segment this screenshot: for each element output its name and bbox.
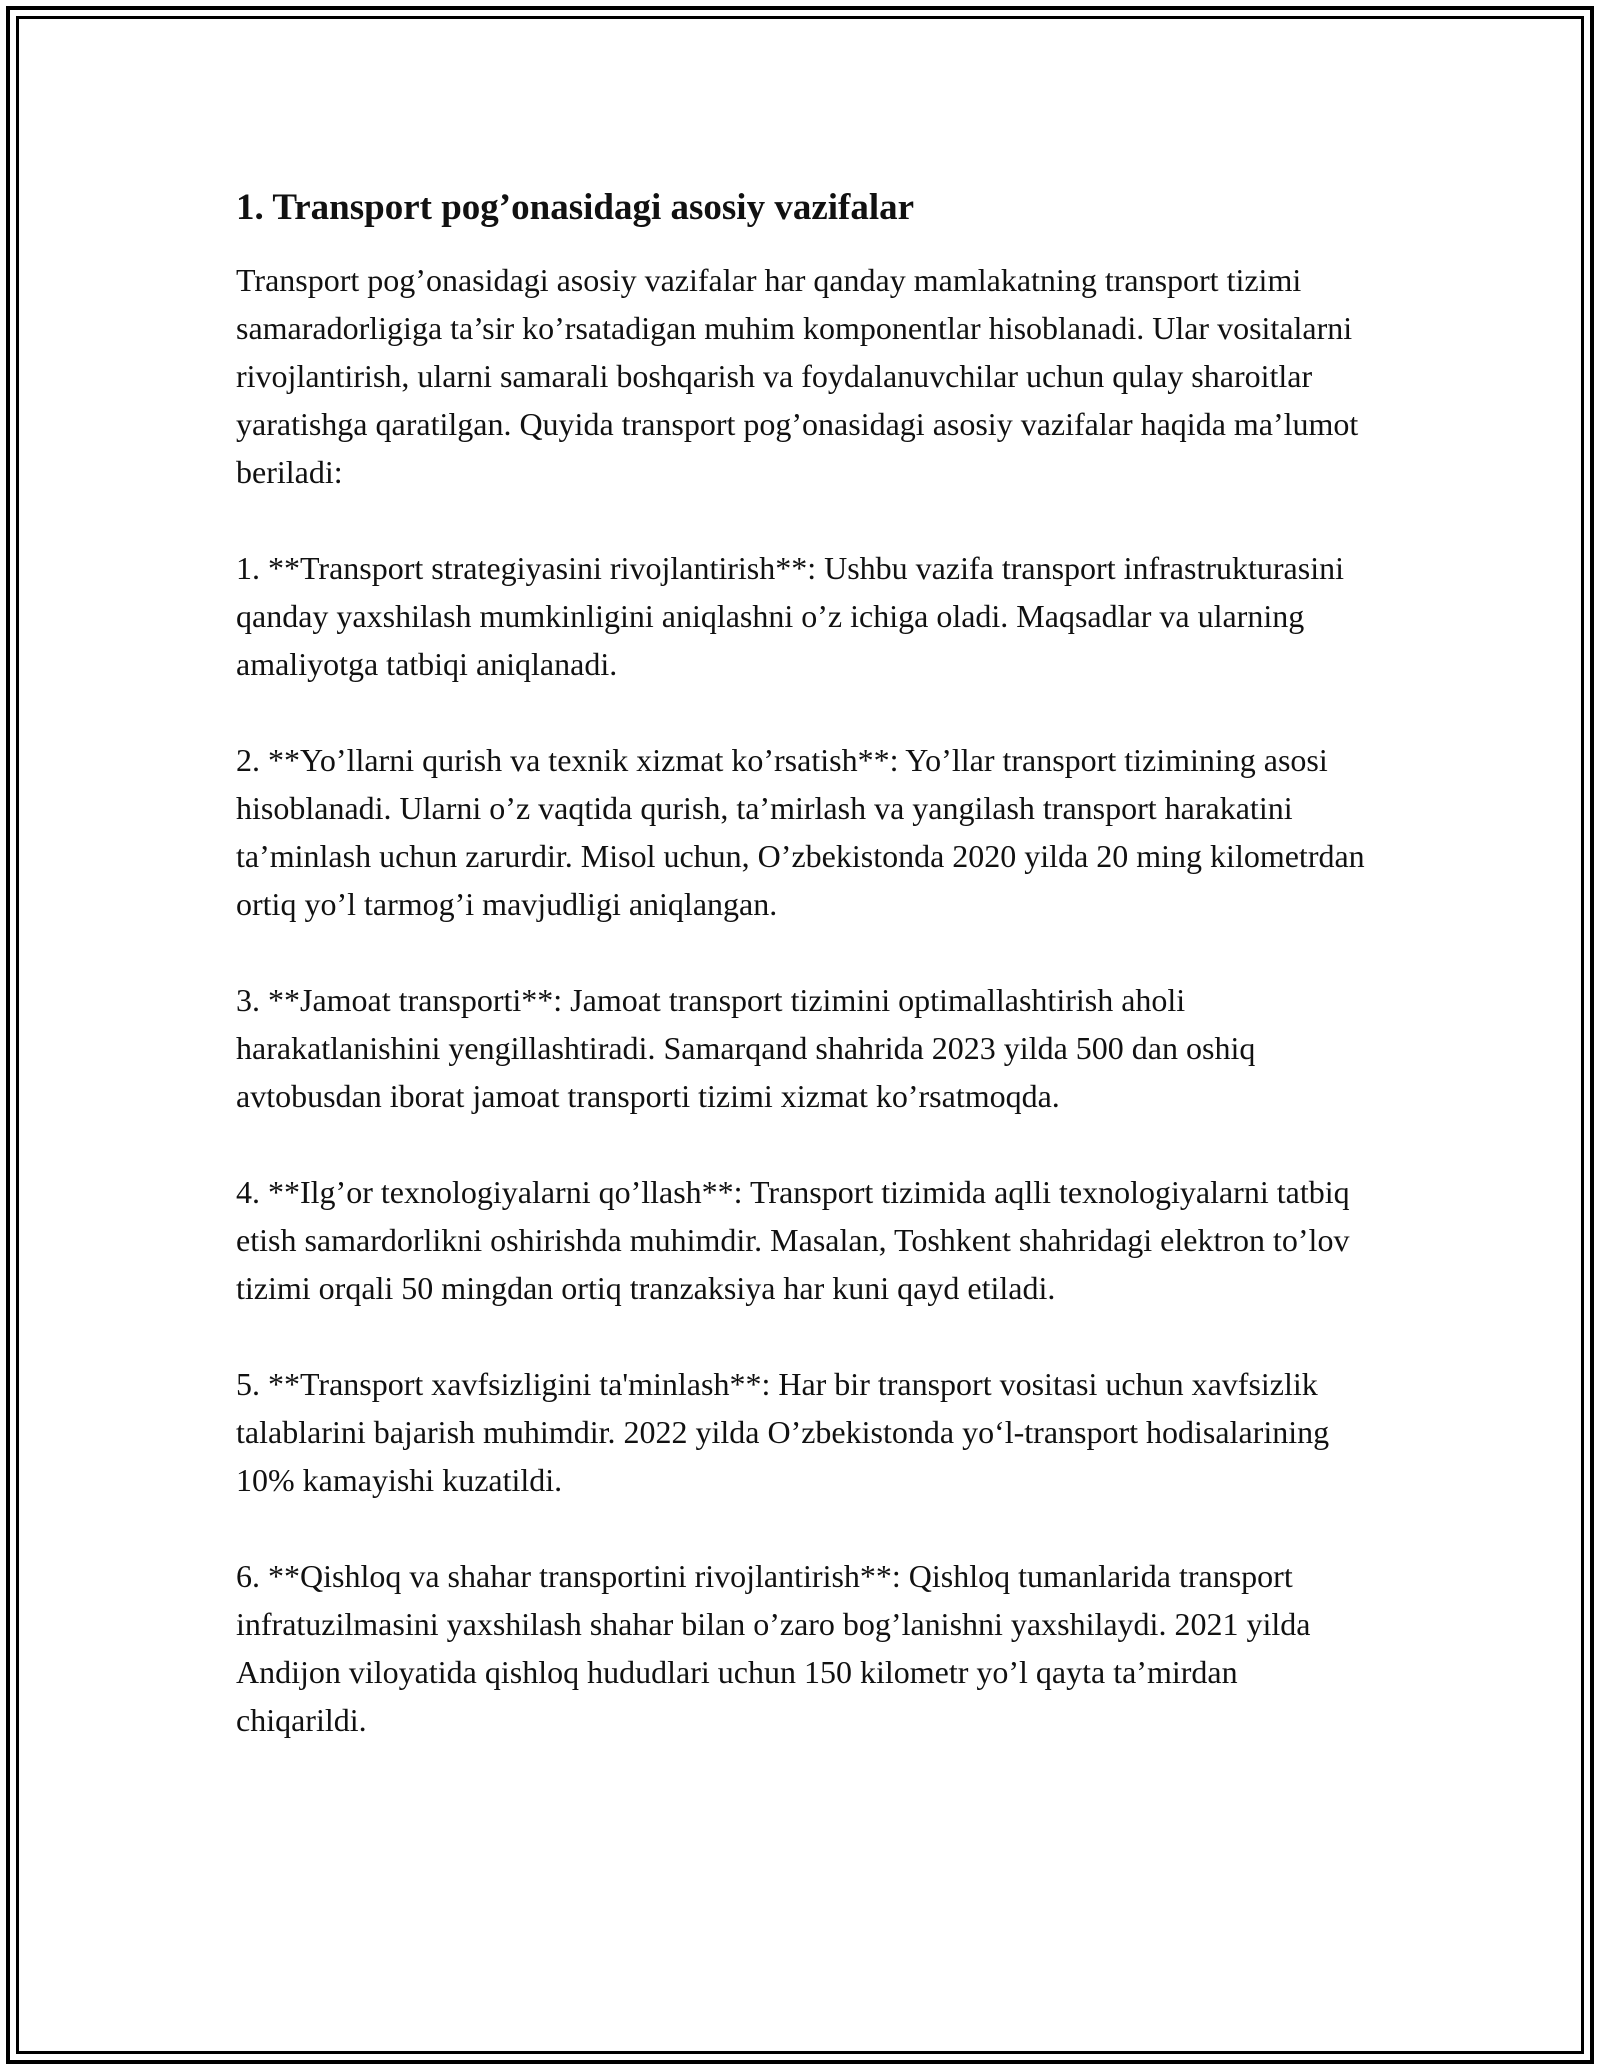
list-item-3: 3. **Jamoat transporti**: Jamoat transport tizimini optimallashtirish aholi harakatlanishini yengillashtiradi. Samarqand shahrida 2023 yilda 500 dan oshiq avtobusdan iborat jamoat transporti tizimi xizmat ko’rsatmoqda. — [236, 982, 1256, 1114]
intro-paragraph: Transport pog’onasidagi asosiy vazifalar har qanday mamlakatning transport tizimi samaradorligiga ta’sir ko’rsatadigan muhim komponentlar hisoblanadi. Ular vositalarni rivojlantirish, ularni samarali boshqarish va foydalanuvchilar uchun qulay sharoitlar yaratishga qaratilgan. Quyida transport pog’onasidagi asosiy vazifalar haqida ma’lumot beriladi: — [236, 262, 1359, 490]
list-item-1: 1. **Transport strategiyasini rivojlantirish**: Ushbu vazifa transport infrastrukturasini qanday yaxshilash mumkinligini aniqlashni o’z ichiga oladi. Maqsadlar va ularning amaliyotga tatbiqi aniqlanadi. — [236, 550, 1344, 682]
list-item-4: 4. **Ilg’or texnologiyalarni qo’llash**: Transport tizimida aqlli texnologiyalarni tatbiq etish samardorlikni oshirishda muhimdir. Masalan, Toshkent shahridagi elektron to’lov tizimi orqali 50 mingdan ortiq tranzaksiya har kuni qayd etiladi. — [236, 1174, 1350, 1306]
list-item-2: 2. **Yo’llarni qurish va texnik xizmat ko’rsatish**: Yo’llar transport tizimining asosi hisoblanadi. Ularni o’z vaqtida qurish, ta’mirlash va yangilash transport harakatini ta’minlash uchun zarurdir. Misol uchun, O’zbekistonda 2020 yilda 20 ming kilometrdan ortiq yo’l tarmog’i mavjudligi aniqlangan. — [236, 742, 1365, 922]
list-item-5: 5. **Transport xavfsizligini ta'minlash**: Har bir transport vositasi uchun xavfsizlik talablarini bajarish muhimdir. 2022 yilda O’zbekistonda yo‘l-transport hodisalarining 10% kamayishi kuzatildi. — [236, 1366, 1330, 1498]
section-heading: 1. Transport pog’onasidagi asosiy vazifalar — [236, 187, 915, 228]
list-item-6: 6. **Qishloq va shahar transportini rivojlantirish**: Qishloq tumanlarida transport infratuzilmasini yaxshilash shahar bilan o’zaro bog’lanishni yaxshilaydi. 2021 yilda Andijon viloyatida qishloq hududlari uchun 150 kilometr yo’l qayta ta’mirdan chiqarildi. — [236, 1558, 1311, 1738]
document-body — [236, 186, 1376, 1744]
